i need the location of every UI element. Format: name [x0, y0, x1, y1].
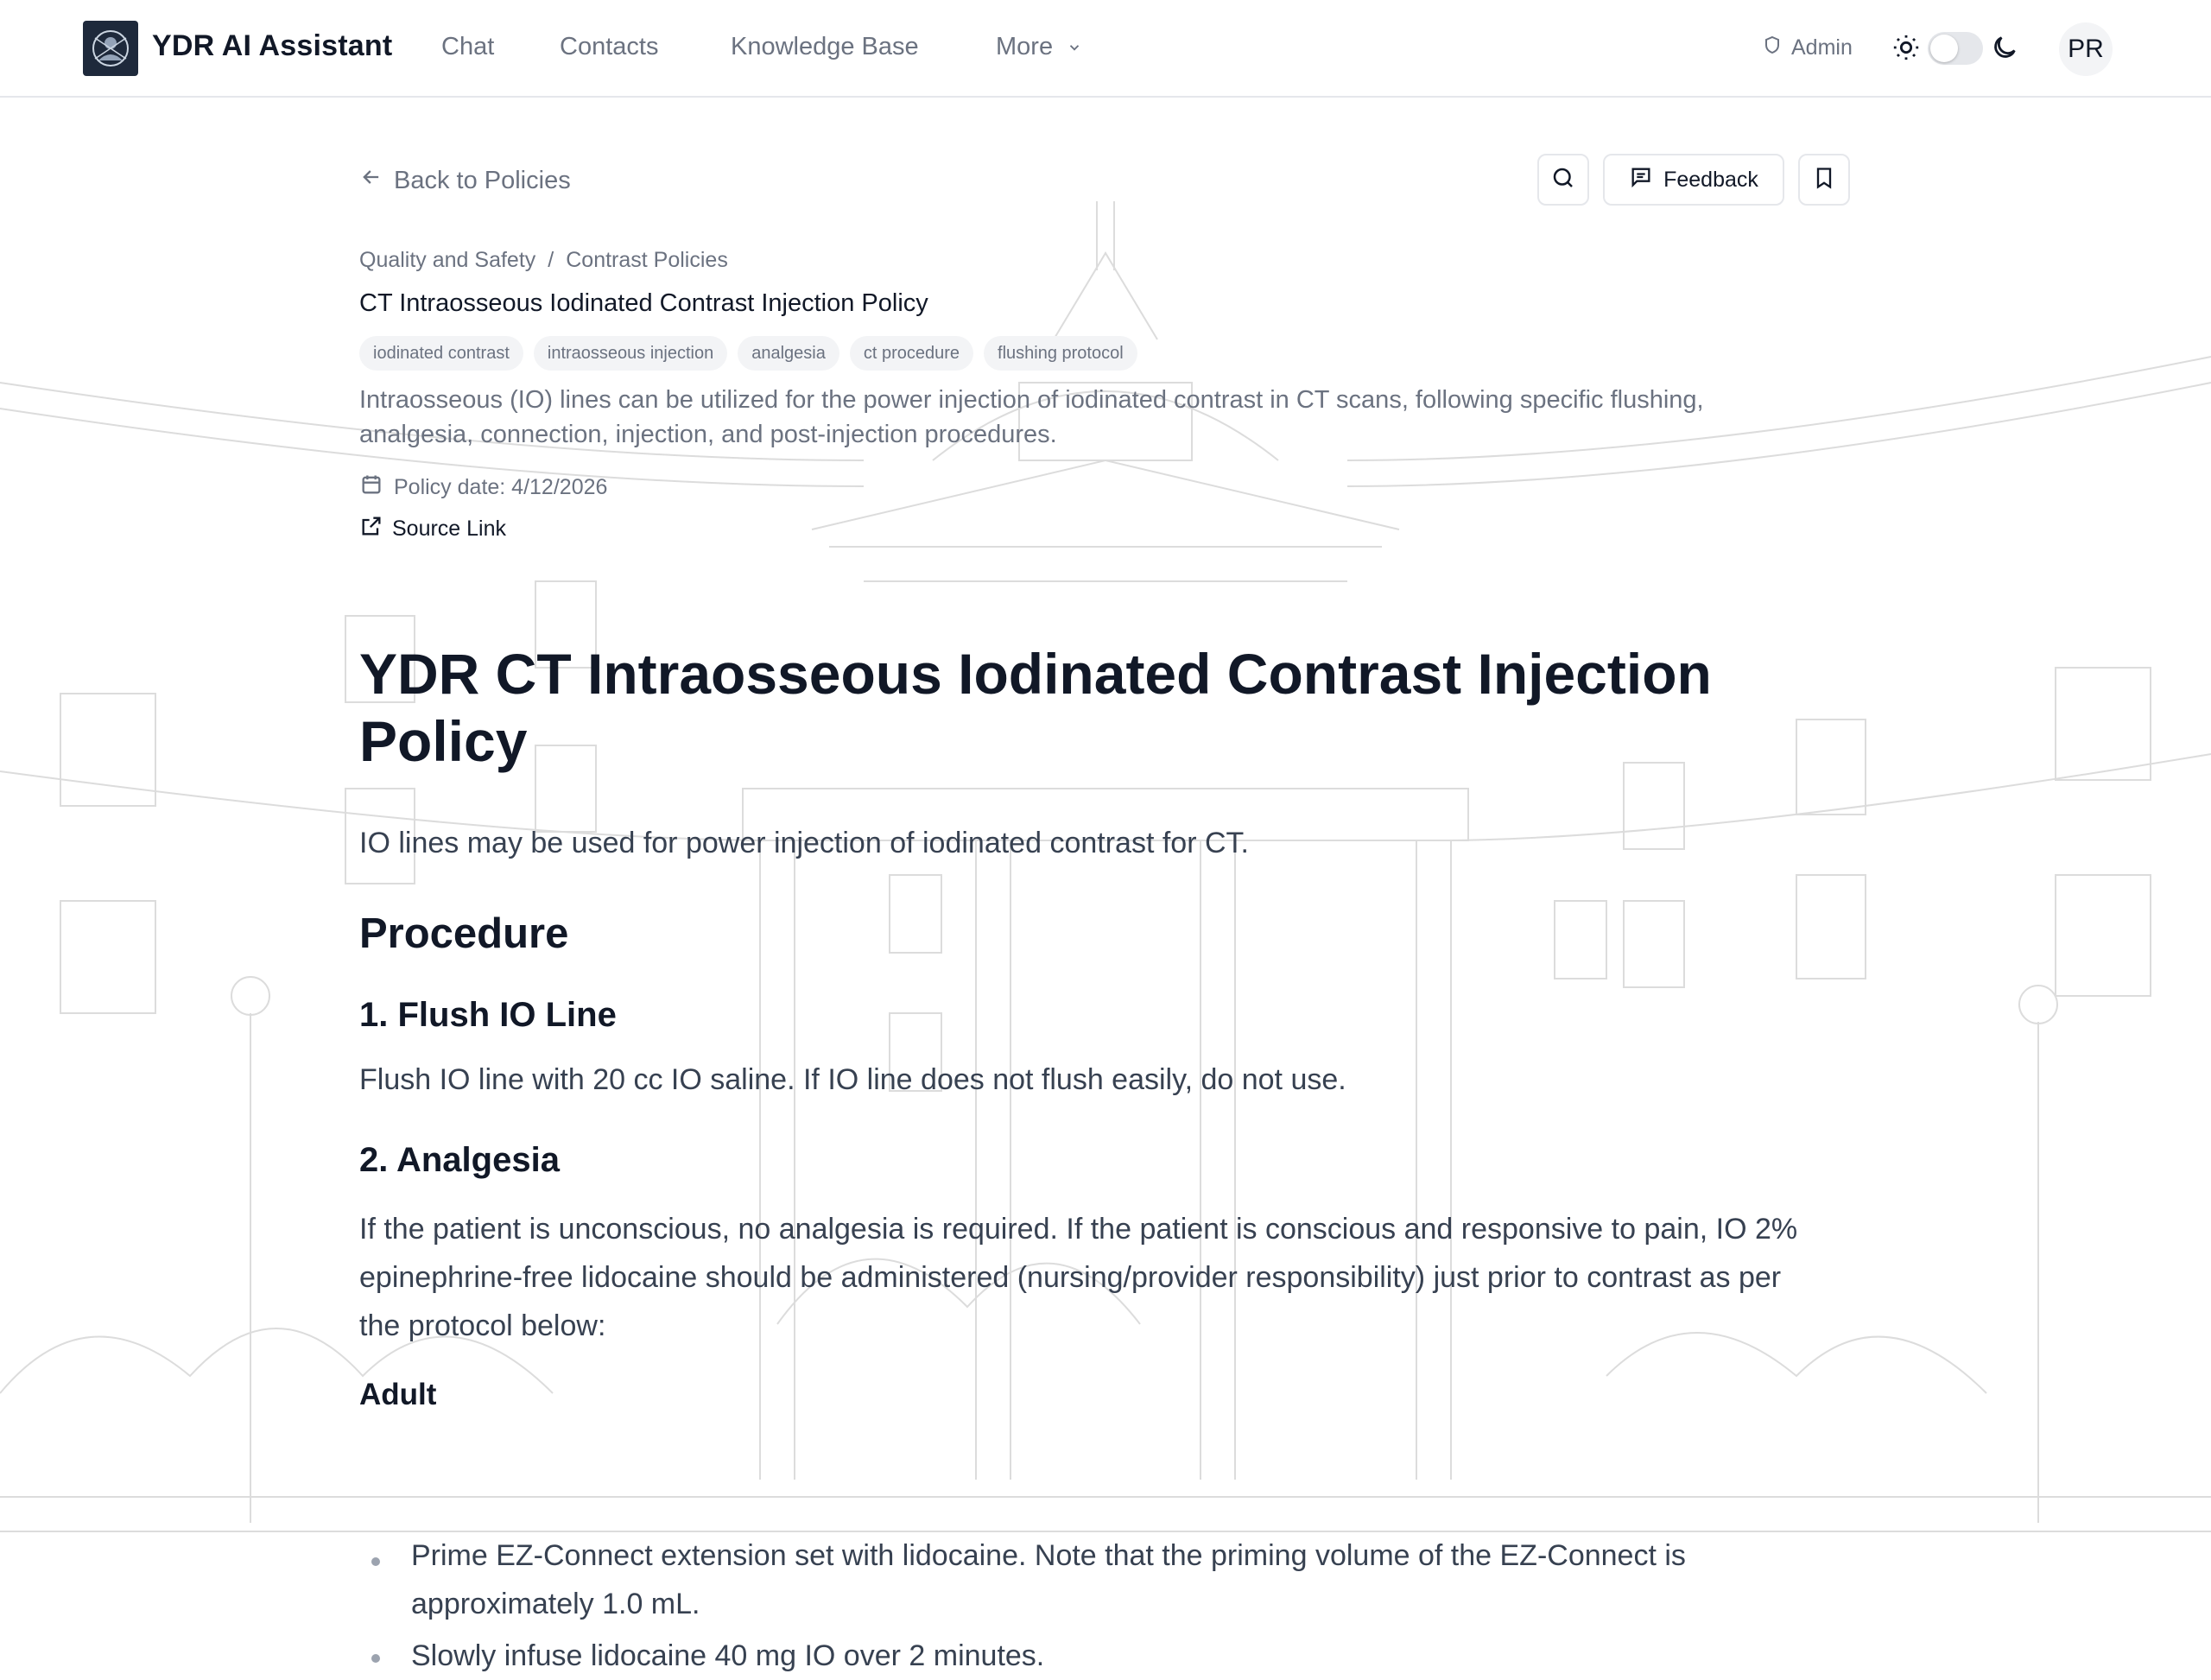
admin-link[interactable] — [1762, 35, 1853, 61]
policy-summary: Intraosseous (IO) lines can be utilized for the power injection of iodinated contrast in CT scans, following specific flushing, analgesia, connection, injection, and post-injection procedures. — [359, 386, 1704, 448]
nav-chat[interactable]: Chat — [441, 33, 495, 60]
search-icon — [1550, 165, 1576, 195]
chevron-down-icon — [1067, 34, 1082, 62]
source-link[interactable] — [359, 514, 506, 544]
list-bullet — [371, 1654, 380, 1663]
list-item: Prime EZ-Connect extension set with lidocaine. Note that the priming volume of the EZ-Connect is approximately 1.0 mL. — [411, 1539, 1686, 1620]
admin-label: Admin — [1791, 35, 1853, 60]
tag-chip[interactable]: intraosseous injection — [534, 336, 727, 371]
policy-date-text: Policy date: 4/12/2026 — [394, 475, 608, 499]
moon-icon — [1990, 33, 2019, 67]
nav-more-dropdown[interactable] — [996, 33, 1082, 62]
theme-toggle-knob — [1930, 35, 1958, 62]
tag-chip[interactable]: ct procedure — [850, 336, 973, 371]
subheading-adult: Adult — [359, 1378, 437, 1411]
step-text-flush: Flush IO line with 20 cc IO saline. If IO line does not flush easily, do not use. — [359, 1063, 1346, 1096]
app-logo[interactable] — [83, 21, 138, 76]
step-text-analgesia: If the patient is unconscious, no analgesia is required. If the patient is conscious and responsive to pain, IO 2% epinephrine-free lidocaine should be administered (nursing/provider responsibility) just prior to contrast as per the protocol below: — [359, 1213, 1798, 1342]
nav-more-label: More — [996, 33, 1054, 60]
message-icon — [1629, 165, 1653, 195]
back-to-policies-link[interactable] — [359, 165, 571, 196]
tag-chip[interactable]: iodinated contrast — [359, 336, 523, 371]
nav-knowledge-base[interactable]: Knowledge Base — [731, 33, 919, 60]
nav-contacts[interactable]: Contacts — [560, 33, 659, 60]
policy-title: CT Intraosseous Iodinated Contrast Injection Policy — [359, 289, 928, 317]
step-heading-analgesia: 2. Analgesia — [359, 1141, 560, 1179]
bookmark-button[interactable] — [1798, 154, 1850, 206]
top-navigation-bar — [0, 0, 2211, 98]
calendar-icon — [359, 472, 383, 503]
sun-icon — [1891, 33, 1921, 67]
feedback-button[interactable] — [1603, 154, 1784, 206]
breadcrumb-separator: / — [548, 248, 554, 272]
source-link-label: Source Link — [392, 517, 507, 541]
document-lead: IO lines may be used for power injection of iodinated contrast for CT. — [359, 827, 1249, 859]
external-link-icon — [359, 514, 383, 544]
list-bullet — [371, 1557, 380, 1566]
tag-list — [359, 336, 1137, 371]
document-heading: YDR CT Intraosseous Iodinated Contrast Injection Policy — [359, 642, 1712, 773]
breadcrumb — [359, 248, 728, 273]
bookmark-icon — [1812, 166, 1836, 194]
theme-toggle[interactable] — [1928, 32, 1983, 65]
breadcrumb-item-contrast-policies[interactable]: Contrast Policies — [566, 248, 728, 272]
section-heading-procedure: Procedure — [359, 910, 569, 957]
shield-icon — [1762, 35, 1783, 61]
breadcrumb-item-quality-and-safety[interactable]: Quality and Safety — [359, 248, 536, 272]
search-button[interactable] — [1537, 154, 1589, 206]
step-heading-flush: 1. Flush IO Line — [359, 996, 617, 1034]
list-item: Slowly infuse lidocaine 40 mg IO over 2 minutes. — [411, 1639, 1045, 1672]
brand-name[interactable]: YDR AI Assistant — [152, 29, 393, 62]
policy-date — [359, 472, 607, 503]
tag-chip[interactable]: flushing protocol — [984, 336, 1137, 371]
user-avatar[interactable]: PR — [2059, 22, 2113, 76]
back-label: Back to Policies — [394, 166, 571, 194]
tag-chip[interactable]: analgesia — [738, 336, 839, 371]
arrow-left-icon — [359, 165, 383, 196]
feedback-label: Feedback — [1663, 167, 1758, 192]
